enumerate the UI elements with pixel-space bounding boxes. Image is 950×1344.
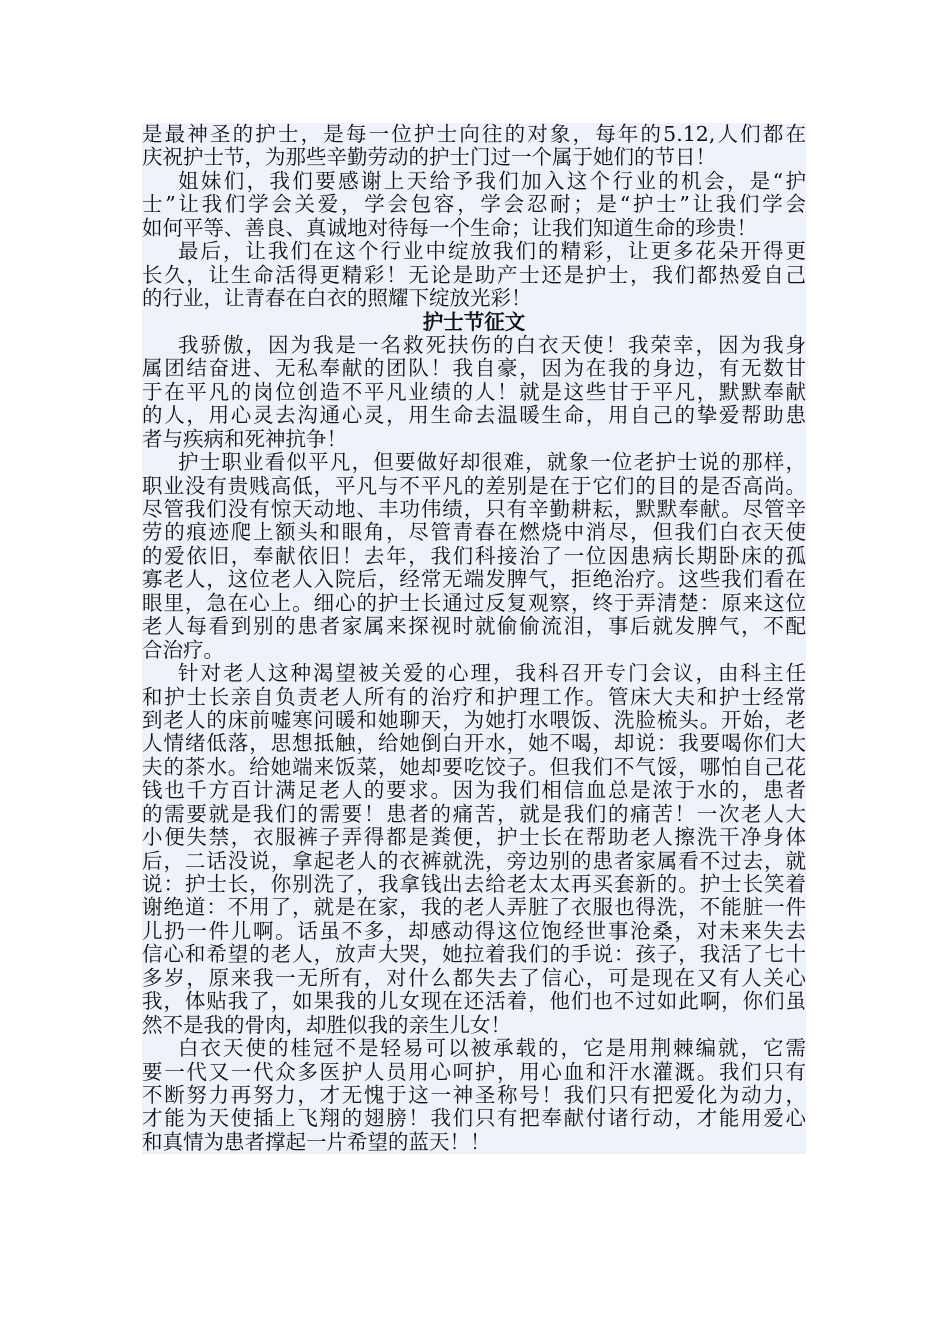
text-line: 劳的痕迹爬上额头和眼角，尽管青春在燃烧中消尽，但我们白衣天使 xyxy=(142,520,806,545)
text-line: 小便失禁，衣服裤子弄得都是粪便，护士长在帮助老人擦洗干净身体 xyxy=(142,825,806,850)
text-line: 合治疗。 xyxy=(142,637,224,662)
text-line: 属团结奋进、无私奉献的团队！我自豪，因为在我的身边，有无数甘 xyxy=(142,356,806,381)
text-line: 然不是我的骨肉，却胜似我的亲生儿女！ xyxy=(142,1012,511,1037)
text-line: 庆祝护士节，为那些辛勤劳动的护士门过一个属于她们的节日！ xyxy=(142,145,716,170)
text-line: 老人每看到别的患者家属来探视时就偷偷流泪，事后就发脾气，不配 xyxy=(142,614,806,639)
essay-body xyxy=(142,334,806,1154)
text-line: 儿扔一件儿啊。话虽不多，却感动得这位饱经世事沧桑，对未来失去 xyxy=(142,918,806,943)
text-line: 眼里，急在心上。细心的护士长通过反复观察，终于弄清楚：原来这位 xyxy=(142,590,806,615)
text-line: 针对老人这种渴望被关爱的心理，我科召开专门会议，由科主任 xyxy=(178,661,806,686)
text-line: 才能为天使插上飞翔的翅膀！我们只有把奉献付诸行动，才能用爱心 xyxy=(142,1106,806,1131)
text-line: 于在平凡的岗位创造不平凡业绩的人！就是这些甘于平凡，默默奉献 xyxy=(142,379,806,404)
text-line: 职业没有贵贱高低，平凡与不平凡的差别是在于它们的目的是否高尚。 xyxy=(142,473,806,498)
text-line: 说：护士长，你别洗了，我拿钱出去给老太太再买套新的。护士长笑着 xyxy=(142,872,806,896)
text-line: 和真情为患者撑起一片希望的蓝天！！ xyxy=(142,1129,491,1154)
text-line: 的需要就是我们的需要！患者的痛苦，就是我们的痛苦！一次老人大 xyxy=(142,801,806,826)
text-line: 姐妹们，我们要感谢上天给予我们加入这个行业的机会，是“护 xyxy=(178,168,806,193)
text-line: 钱也千方百计满足老人的要求。因为我们相信血总是浓于水的，患者 xyxy=(142,778,806,803)
text-line: 如何平等、善良、真诚地对待每一个生命；让我们知道生命的珍贵！ xyxy=(142,215,757,240)
text-line: 信心和希望的老人，放声大哭，她拉着我们的手说：孩子，我活了七十 xyxy=(142,942,806,967)
intro-section xyxy=(142,123,806,311)
text-line: 人情绪低落，思想抵触，给她倒白开水，她不喝，却说：我要喝你们大 xyxy=(142,731,806,756)
text-line: 不断努力再努力，才无愧于这一神圣称号！我们只有把爱化为动力， xyxy=(142,1082,806,1107)
text-line: 士”让我们学会关爱，学会包容，学会忍耐；是“护士”让我们学会 xyxy=(142,192,806,217)
text-line: 白衣天使的桂冠不是轻易可以被承载的，它是用荆棘编就，它需 xyxy=(178,1036,806,1061)
text-line: 长久，让生命活得更精彩！无论是助产士还是护士，我们都热爱自己 xyxy=(142,262,806,287)
text-line: 尽管我们没有惊天动地、丰功伟绩，只有辛勤耕耘，默默奉献。尽管辛 xyxy=(142,497,806,521)
text-line: 最后，让我们在这个行业中绽放我们的精彩，让更多花朵开得更 xyxy=(178,239,806,264)
text-line: 护士职业看似平凡，但要做好却很难，就象一位老护士说的那样， xyxy=(178,450,806,475)
document-text-block xyxy=(142,123,806,1154)
text-line: 和护士长亲自负责老人所有的治疗和护理工作。管床大夫和护士经常 xyxy=(142,684,806,709)
text-line: 要一代又一代众多医护人员用心呵护，用心血和汗水灌溉。我们只有 xyxy=(142,1059,806,1084)
text-line: 后，二话没说，拿起老人的衣裤就洗，旁边别的患者家属看不过去，就 xyxy=(142,848,806,873)
essay-title: 护士节征文 xyxy=(422,309,526,334)
text-line: 到老人的床前嘘寒问暖和她聊天，为她打水喂饭、洗脸梳头。开始，老 xyxy=(142,707,806,732)
text-line: 者与疾病和死神抗争！ xyxy=(142,426,347,451)
text-line: 我，体贴我了，如果我的儿女现在还活着，他们也不过如此啊，你们虽 xyxy=(142,989,806,1014)
text-line: 夫的茶水。给她端来饭菜，她却要吃饺子。但我们不气馁，哪怕自己花 xyxy=(142,754,806,779)
text-line: 的爱依旧，奉献依旧！去年，我们科接治了一位因患病长期卧床的孤 xyxy=(142,543,806,568)
text-line: 我骄傲，因为我是一名救死扶伤的白衣天使！我荣幸，因为我身 xyxy=(178,332,806,357)
text-line: 的行业，让青春在白衣的照耀下绽放光彩！ xyxy=(142,286,532,311)
text-line: 是最神圣的护士，是每一位护士向往的对象，每年的5.12,人们都在 xyxy=(142,122,806,146)
text-line: 多岁，原来我一无所有，对什么都失去了信心，可是现在又有人关心 xyxy=(142,965,806,990)
text-line: 谢绝道：不用了，就是在家，我的老人弄脏了衣服也得洗，不能脏一件 xyxy=(142,895,806,920)
text-line: 的人，用心灵去沟通心灵，用生命去温暖生命，用自己的挚爱帮助患 xyxy=(142,403,806,428)
text-line: 寡老人，这位老人入院后，经常无端发脾气，拒绝治疗。这些我们看在 xyxy=(142,567,806,592)
